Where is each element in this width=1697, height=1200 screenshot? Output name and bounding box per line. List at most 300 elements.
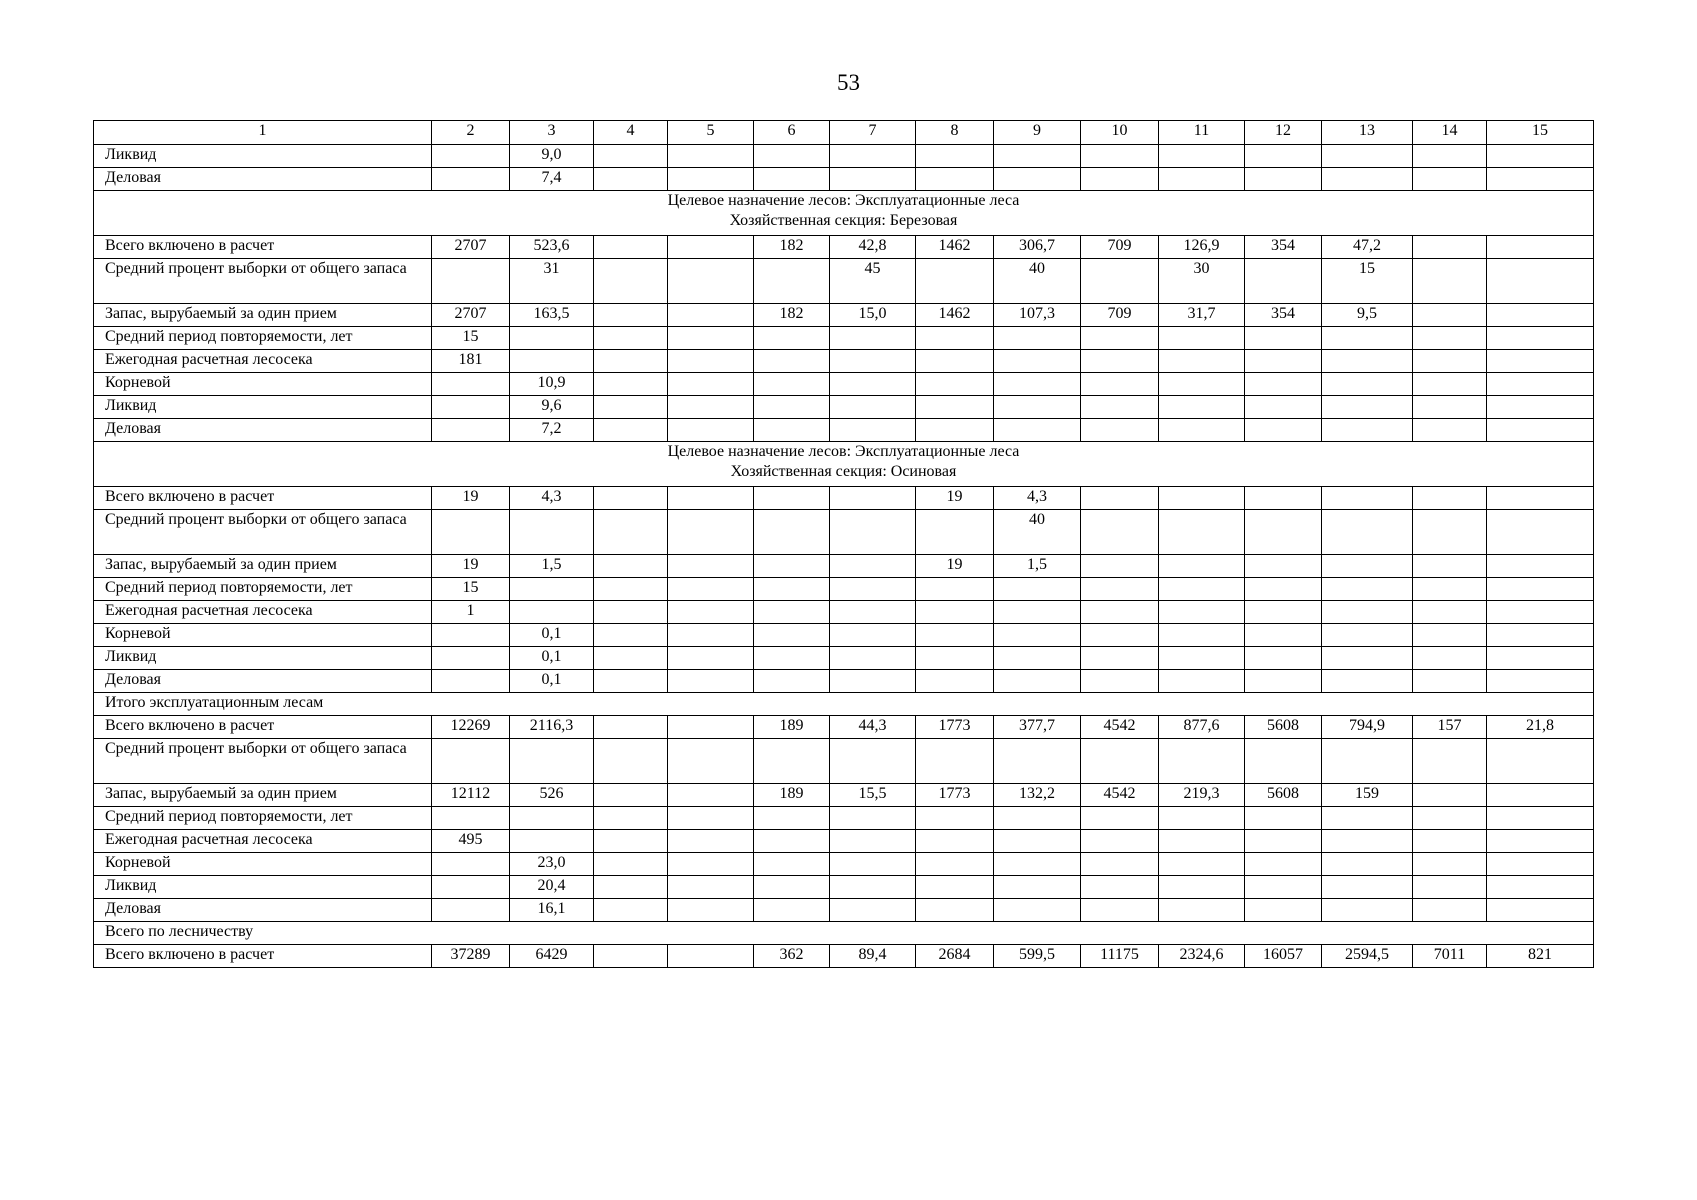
table-row [94,647,1594,670]
table-cell [1245,739,1322,784]
table-cell [432,168,510,191]
table-cell [594,716,668,739]
table-cell [754,396,830,419]
table-cell: 495 [432,830,510,853]
table-cell: 132,2 [994,784,1081,807]
table-cell [1322,396,1413,419]
table-cell [1322,327,1413,350]
table-cell [1081,350,1159,373]
table-cell [510,601,594,624]
table-cell [916,510,994,555]
table-cell [754,853,830,876]
table-cell: 709 [1081,304,1159,327]
table-cell [432,373,510,396]
section-economic-unit: Хозяйственная секция: Осиновая [730,463,957,480]
table-cell [432,419,510,442]
table-cell [594,624,668,647]
row-label: Средний процент выборки от общего запаса [94,510,432,555]
table-row [94,510,1594,555]
table-cell [1081,327,1159,350]
table-cell [916,145,994,168]
table-cell [1322,647,1413,670]
table-cell [1413,510,1487,555]
table-cell: 40 [994,259,1081,304]
table-cell [594,145,668,168]
table-cell [668,145,754,168]
table-cell [1159,601,1245,624]
table-row [94,236,1594,259]
table-cell [994,876,1081,899]
table-cell [830,876,916,899]
table-cell [594,830,668,853]
table-cell [1159,396,1245,419]
table-cell [510,510,594,555]
table-cell: 9,5 [1322,304,1413,327]
row-label: Запас, вырубаемый за один прием [94,784,432,807]
table-cell [668,419,754,442]
table-cell [1413,670,1487,693]
table-cell [1413,327,1487,350]
table-cell [1487,601,1594,624]
table-cell: 44,3 [830,716,916,739]
table-row [94,899,1594,922]
table-cell [1245,853,1322,876]
table-cell [754,419,830,442]
table-cell [754,373,830,396]
table-cell [432,145,510,168]
table-cell [594,304,668,327]
table-cell [594,373,668,396]
table-cell [916,350,994,373]
table-cell [994,807,1081,830]
table-cell: 9,6 [510,396,594,419]
table-cell [916,396,994,419]
table-cell [916,830,994,853]
table-cell [510,807,594,830]
table-cell: 0,1 [510,624,594,647]
table-row [94,578,1594,601]
table-cell [1487,304,1594,327]
table-cell [1159,830,1245,853]
table-cell [830,739,916,784]
table-cell [754,510,830,555]
table-cell [1081,487,1159,510]
table-cell [668,487,754,510]
table-cell [1413,739,1487,784]
table-cell [668,899,754,922]
table-cell: 1462 [916,236,994,259]
table-row [94,304,1594,327]
table-cell [1322,739,1413,784]
table-cell [994,739,1081,784]
table-cell [594,510,668,555]
table-cell [1487,510,1594,555]
table-cell [594,327,668,350]
column-header-row [94,121,1594,145]
table-cell [1245,578,1322,601]
table-cell [668,555,754,578]
table-cell [1487,555,1594,578]
table-cell [1081,510,1159,555]
row-label: Корневой [94,853,432,876]
table-cell: 15,5 [830,784,916,807]
table-cell [1413,876,1487,899]
table-cell [1322,555,1413,578]
table-row [94,716,1594,739]
table-cell: 523,6 [510,236,594,259]
table-cell [1487,899,1594,922]
table-cell [830,510,916,555]
table-cell [1487,876,1594,899]
table-cell [594,555,668,578]
table-cell: 2594,5 [1322,945,1413,968]
table-row [94,487,1594,510]
table-cell [1487,236,1594,259]
table-cell: 31 [510,259,594,304]
group-heading-row [94,922,1594,945]
table-cell [594,259,668,304]
table-cell: 40 [994,510,1081,555]
table-cell: 182 [754,236,830,259]
table-cell [916,601,994,624]
table-cell [754,876,830,899]
table-cell [668,784,754,807]
table-cell [668,853,754,876]
table-cell [916,327,994,350]
table-cell: 1,5 [994,555,1081,578]
table-cell [754,259,830,304]
table-row [94,145,1594,168]
table-cell: 354 [1245,236,1322,259]
table-cell [1413,624,1487,647]
table-cell [1245,259,1322,304]
section-economic-unit: Хозяйственная секция: Березовая [729,212,958,229]
forest-harvest-table [93,120,1594,968]
table-cell [1245,601,1322,624]
column-header: 2 [432,121,510,145]
table-cell [1245,670,1322,693]
table-cell [830,853,916,876]
table-cell [754,624,830,647]
table-cell [1245,555,1322,578]
table-cell [594,578,668,601]
table-cell [1322,350,1413,373]
table-cell: 42,8 [830,236,916,259]
table-cell [994,419,1081,442]
table-row [94,259,1594,304]
table-cell [668,716,754,739]
table-cell: 354 [1245,304,1322,327]
table-cell [1159,739,1245,784]
table-cell: 2324,6 [1159,945,1245,968]
table-cell [432,876,510,899]
table-cell: 19 [432,487,510,510]
table-cell [1159,807,1245,830]
table-cell [1413,373,1487,396]
table-cell: 189 [754,784,830,807]
table-cell [594,396,668,419]
table-cell [830,624,916,647]
table-cell [1413,578,1487,601]
table-cell [1413,259,1487,304]
column-header: 15 [1487,121,1594,145]
table-cell: 47,2 [1322,236,1413,259]
table-cell [754,578,830,601]
table-cell [510,350,594,373]
table-cell [668,670,754,693]
table-cell [754,145,830,168]
table-cell [994,350,1081,373]
table-cell [1245,327,1322,350]
table-cell: 7,2 [510,419,594,442]
table-cell [594,647,668,670]
group-heading-row [94,693,1594,716]
table-cell [1081,670,1159,693]
table-cell [668,624,754,647]
table-cell [594,670,668,693]
table-cell [1159,419,1245,442]
table-cell: 7,4 [510,168,594,191]
table-cell [1322,899,1413,922]
table-cell: 877,6 [1159,716,1245,739]
table-cell [1245,510,1322,555]
table-cell [432,807,510,830]
table-cell [1081,739,1159,784]
table-row [94,396,1594,419]
table-cell [754,168,830,191]
table-cell [1159,578,1245,601]
table-cell [830,807,916,830]
table-cell [1322,830,1413,853]
row-label: Деловая [94,419,432,442]
table-cell [432,739,510,784]
table-cell [1413,168,1487,191]
table-cell [1413,555,1487,578]
table-cell [594,945,668,968]
table-cell: 19 [916,487,994,510]
table-cell [594,853,668,876]
table-cell [916,168,994,191]
column-header: 14 [1413,121,1487,145]
table-cell: 599,5 [994,945,1081,968]
table-cell: 45 [830,259,916,304]
table-cell: 159 [1322,784,1413,807]
table-cell: 19 [916,555,994,578]
row-label: Деловая [94,670,432,693]
table-cell [1081,145,1159,168]
table-cell: 4542 [1081,784,1159,807]
table-cell [1413,236,1487,259]
table-cell [1245,876,1322,899]
table-cell [1159,145,1245,168]
table-cell [830,487,916,510]
section-purpose: Целевое назначение лесов: Эксплуатационные леса [667,192,1020,209]
table-cell [1413,899,1487,922]
table-cell [1245,647,1322,670]
table-cell: 15 [432,327,510,350]
table-cell [1245,145,1322,168]
table-cell [432,647,510,670]
table-cell [994,168,1081,191]
table-cell: 709 [1081,236,1159,259]
table-cell [1081,876,1159,899]
table-cell [1487,145,1594,168]
table-cell [916,807,994,830]
table-cell [830,647,916,670]
table-cell [668,945,754,968]
row-label: Средний процент выборки от общего запаса [94,259,432,304]
table-row [94,807,1594,830]
table-row [94,876,1594,899]
row-label: Всего включено в расчет [94,945,432,968]
table-cell [1322,578,1413,601]
table-cell [830,373,916,396]
table-cell [754,601,830,624]
table-cell [1159,899,1245,922]
table-cell [754,807,830,830]
table-row [94,853,1594,876]
column-header: 12 [1245,121,1322,145]
table-cell: 11175 [1081,945,1159,968]
table-cell [668,578,754,601]
table-cell: 163,5 [510,304,594,327]
table-cell: 1773 [916,784,994,807]
table-row [94,601,1594,624]
table-cell [1081,601,1159,624]
table-cell: 5608 [1245,716,1322,739]
table-cell [754,555,830,578]
table-cell [594,419,668,442]
table-row [94,373,1594,396]
table-cell [1322,624,1413,647]
table-cell: 20,4 [510,876,594,899]
table-cell: 189 [754,716,830,739]
table-cell [1322,373,1413,396]
row-label: Всего включено в расчет [94,487,432,510]
table-row [94,555,1594,578]
table-cell: 362 [754,945,830,968]
table-cell [1159,876,1245,899]
row-label: Средний период повторяемости, лет [94,327,432,350]
table-row [94,327,1594,350]
table-cell [994,327,1081,350]
table-cell [1322,601,1413,624]
table-cell [1159,487,1245,510]
table-cell: 12112 [432,784,510,807]
section-heading [94,442,1594,487]
table-cell: 4542 [1081,716,1159,739]
table-cell [1159,647,1245,670]
table-cell [668,830,754,853]
table-cell [594,739,668,784]
table-cell [432,510,510,555]
row-label: Ежегодная расчетная лесосека [94,601,432,624]
table-cell [1322,168,1413,191]
table-cell [510,327,594,350]
table-cell [594,784,668,807]
table-cell [1081,899,1159,922]
row-label: Корневой [94,624,432,647]
table-cell [994,578,1081,601]
table-cell [1413,601,1487,624]
row-label: Ликвид [94,876,432,899]
table-cell [432,853,510,876]
table-cell [754,830,830,853]
table-cell [1487,739,1594,784]
section-heading-row [94,191,1594,236]
table-cell [1245,350,1322,373]
group-heading: Всего по лесничеству [94,922,1594,945]
table-cell: 377,7 [994,716,1081,739]
table-cell: 16057 [1245,945,1322,968]
row-label: Ликвид [94,145,432,168]
table-cell: 306,7 [994,236,1081,259]
group-heading: Итого эксплуатационным лесам [94,693,1594,716]
table-cell: 181 [432,350,510,373]
table-cell [1487,830,1594,853]
table-cell [830,419,916,442]
table-cell [1322,510,1413,555]
table-cell [1159,168,1245,191]
table-cell [1413,304,1487,327]
table-cell [1487,670,1594,693]
column-header: 10 [1081,121,1159,145]
table-cell [1413,807,1487,830]
table-cell [432,899,510,922]
table-cell [1413,350,1487,373]
table-cell [668,350,754,373]
column-header: 3 [510,121,594,145]
row-label: Средний процент выборки от общего запаса [94,739,432,784]
table-cell [1081,853,1159,876]
table-cell [916,624,994,647]
table-cell [754,487,830,510]
table-cell [1487,784,1594,807]
table-cell [1081,396,1159,419]
table-cell [754,899,830,922]
table-cell [830,830,916,853]
table-cell: 21,8 [1487,716,1594,739]
table-cell [1487,373,1594,396]
table-cell [1413,487,1487,510]
table-cell [1081,578,1159,601]
table-cell [1159,555,1245,578]
table-cell [1487,487,1594,510]
table-cell [754,670,830,693]
section-heading-row [94,442,1594,487]
table-cell [1081,259,1159,304]
table-cell [830,555,916,578]
table-cell [1159,327,1245,350]
table-cell [830,396,916,419]
table-cell [994,624,1081,647]
table-cell: 6429 [510,945,594,968]
table-cell: 31,7 [1159,304,1245,327]
table-cell [1487,419,1594,442]
table-cell: 4,3 [994,487,1081,510]
section-purpose: Целевое назначение лесов: Эксплуатационные леса [667,443,1020,460]
table-cell [994,396,1081,419]
table-cell [1487,350,1594,373]
table-cell [1245,373,1322,396]
table-cell [1413,853,1487,876]
table-cell [916,899,994,922]
table-cell [594,236,668,259]
table-cell [830,145,916,168]
table-cell [432,670,510,693]
table-cell [916,670,994,693]
table-cell [1487,624,1594,647]
